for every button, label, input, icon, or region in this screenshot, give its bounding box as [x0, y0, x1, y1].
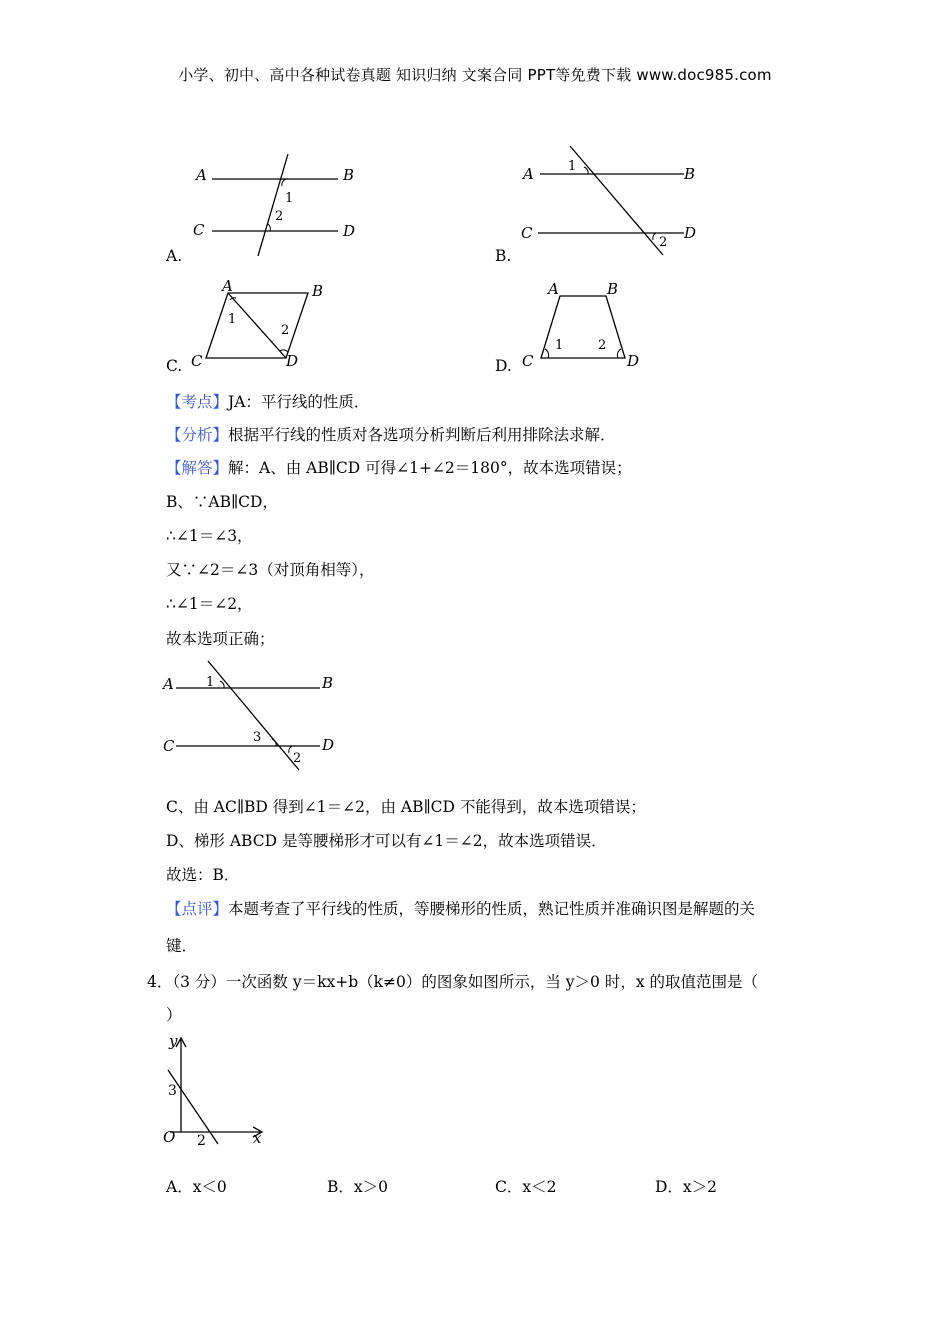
point-a: A: [548, 280, 559, 298]
solution-d-line: D、梯形 ABCD 是等腰梯形才可以有∠1＝∠2，故本选项错误．: [166, 832, 607, 850]
figure-d: [518, 278, 668, 374]
solution-b-line-2: ∴∠1＝∠3，: [166, 527, 253, 545]
figure-b: [518, 142, 708, 260]
point-b: B: [684, 165, 696, 183]
fenxi-text: 根据平行线的性质对各选项分析判断后利用排除法求解．: [228, 426, 616, 444]
option-c[interactable]: C．x＜2: [495, 1178, 557, 1196]
solution-choice: 故选：B．: [166, 866, 240, 884]
function-line: [168, 1070, 218, 1144]
angle-2: 2: [281, 323, 290, 338]
point-c: C: [521, 224, 533, 242]
angle-2: 2: [659, 235, 668, 250]
solution-b-line-4: ∴∠1＝∠2，: [166, 595, 253, 613]
trapezoid: [541, 296, 625, 358]
option-b[interactable]: B．x＞0: [327, 1178, 388, 1196]
kaodian-text: JA：平行线的性质．: [228, 393, 370, 411]
fenxi-tag: 【分析】: [166, 426, 229, 444]
angle-2: 2: [293, 751, 302, 766]
point-b: B: [343, 166, 355, 184]
jieda-tag: 【解答】: [166, 459, 229, 477]
point-c: C: [191, 352, 203, 370]
kaodian-line: [166, 391, 369, 413]
question4-line1: 4．（3 分）一次函数 y＝kx+b（k≠0）的图象如图所示，当 y＞0 时，x 的取值范围是（: [147, 973, 759, 991]
angle-3: 3: [253, 730, 262, 745]
x-label: x: [253, 1129, 262, 1147]
point-d: D: [286, 352, 299, 370]
point-b: B: [322, 674, 334, 692]
angle-1: 1: [285, 191, 294, 206]
page-header: 小学、初中、高中各种试卷真题 知识归纳 文案合同 PPT等免费下载 www.doc985.com: [178, 66, 772, 84]
point-a: A: [222, 278, 233, 295]
figure-d-label: D.: [495, 357, 512, 375]
angle-1: 1: [206, 675, 215, 690]
y-intercept-label: 3: [168, 1083, 177, 1099]
transversal: [258, 154, 288, 256]
y-label: y: [169, 1032, 178, 1050]
transversal: [208, 661, 302, 770]
angle-2: 2: [275, 209, 284, 224]
angle-1: 1: [568, 159, 577, 174]
fenxi-line: [166, 424, 616, 446]
question4-graph: [160, 1030, 270, 1150]
point-a: A: [523, 165, 534, 183]
diagonal-ad: [228, 293, 286, 358]
point-b: B: [312, 282, 324, 300]
point-d: D: [343, 222, 356, 240]
solution-c-line: C、由 AC∥BD 得到∠1＝∠2，由 AB∥CD 不能得到，故本选项错误；: [166, 798, 646, 816]
dianping-line: [166, 898, 755, 920]
origin-label: O: [163, 1128, 176, 1146]
point-a: A: [196, 166, 207, 184]
point-d: D: [322, 736, 335, 754]
figure-c-label: C.: [166, 357, 183, 375]
dianping-text: 本题考查了平行线的性质，等腰梯形的性质，熟记性质并准确识图是解题的关: [228, 900, 756, 918]
point-c: C: [193, 221, 205, 239]
transversal: [570, 146, 663, 255]
solution-b-line-3: 又∵∠2＝∠3（对顶角相等），: [166, 561, 375, 579]
option-d[interactable]: D．x＞2: [655, 1178, 718, 1196]
figure-a-label: A.: [166, 247, 183, 265]
point-d: D: [627, 352, 640, 370]
x-intercept-label: 2: [197, 1133, 206, 1149]
question4-line2: ）: [166, 1006, 182, 1024]
dianping-cont: 键．: [166, 937, 198, 955]
solution-b-line-1: B、∵AB∥CD，: [166, 493, 278, 511]
angle-1: 1: [555, 338, 564, 353]
option-a[interactable]: A．x＜0: [166, 1178, 227, 1196]
solution-b-line-5: 故本选项正确；: [166, 630, 275, 648]
point-d: D: [684, 224, 697, 242]
angle-2: 2: [598, 338, 607, 353]
jieda-line: [166, 457, 632, 479]
point-c: C: [522, 352, 534, 370]
solution-figure: [162, 657, 352, 775]
figure-b-label: B.: [495, 247, 512, 265]
angle-1: 1: [228, 312, 237, 327]
point-c: C: [163, 737, 175, 755]
point-a: A: [163, 675, 174, 693]
figure-c: [188, 278, 348, 374]
dianping-tag: 【点评】: [166, 900, 229, 918]
figure-a: [190, 148, 370, 258]
jieda-text: 解：A、由 AB∥CD 可得∠1+∠2＝180°，故本选项错误；: [228, 459, 632, 477]
kaodian-tag: 【考点】: [166, 393, 229, 411]
point-b: B: [607, 280, 619, 298]
